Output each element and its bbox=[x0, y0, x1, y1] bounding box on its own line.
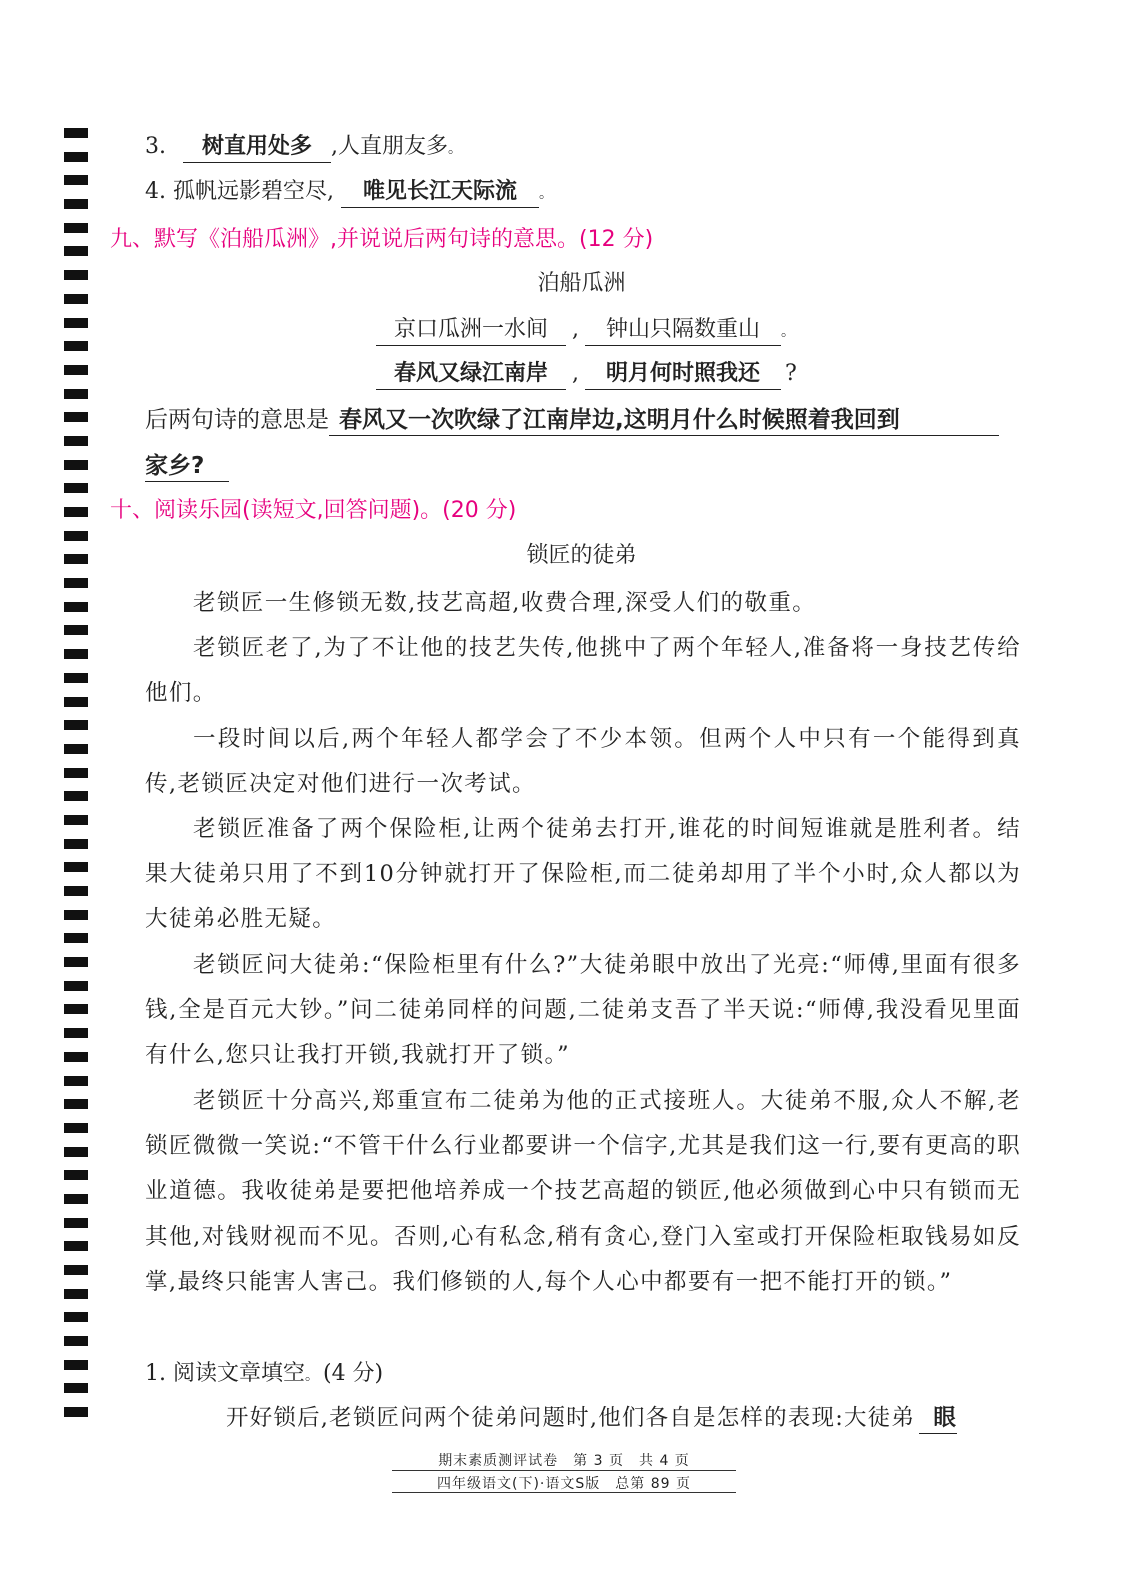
footer-line-1: 期末素质测评试卷 第 3 页 共 4 页 bbox=[438, 1453, 690, 1469]
binding-mark bbox=[64, 1312, 88, 1322]
binding-mark bbox=[64, 649, 88, 659]
binding-mark bbox=[64, 578, 88, 588]
binding-mark bbox=[64, 981, 88, 991]
binding-mark bbox=[64, 412, 88, 422]
binding-mark bbox=[64, 886, 88, 896]
q10-1-points: (4 分) bbox=[322, 1361, 384, 1386]
poem-title: 泊船瓜洲 bbox=[537, 271, 626, 296]
binding-mark bbox=[64, 1336, 88, 1346]
binding-mark bbox=[64, 341, 88, 351]
story-paragraph: 老锁匠一生修锁无数,技艺高超,收费合理,深受人们的敬重。 bbox=[193, 590, 817, 616]
binding-mark bbox=[64, 1360, 88, 1370]
binding-mark bbox=[64, 697, 88, 707]
story-paragraph: 一段时间以后,两个年轻人都学会了不少本领。但两个人中只有一个能得到真传,老锁匠决定对他们进行一次考试。 bbox=[145, 726, 1021, 798]
meaning-answer-2: 家乡? bbox=[145, 451, 229, 482]
poem-line-1-comma: , bbox=[572, 317, 579, 342]
binding-mark bbox=[64, 152, 88, 162]
binding-mark bbox=[64, 483, 88, 493]
binding-mark bbox=[64, 957, 88, 967]
poem-line-1-period: 。 bbox=[781, 324, 795, 340]
binding-mark bbox=[64, 246, 88, 256]
poem-line-2 bbox=[376, 358, 797, 390]
poem-line-1b: 钟山只隔数重山 bbox=[585, 315, 781, 346]
binding-mark bbox=[64, 673, 88, 683]
poem-line-1 bbox=[376, 314, 795, 348]
binding-mark bbox=[64, 1123, 88, 1133]
binding-mark bbox=[64, 223, 88, 233]
binding-mark bbox=[64, 1407, 88, 1417]
binding-mark bbox=[64, 744, 88, 754]
q8-4-line bbox=[145, 176, 553, 210]
story-paragraph: 老锁匠十分高兴,郑重宣布二徒弟为他的正式接班人。大徒弟不服,众人不解,老锁匠微微一笑说:“不管干什么行业都要讲一个信字,尤其是我们这一行,要有更高的职业道德。我收徒弟是要把他培养成一个技艺高超的锁匠,他必须做到心中只有锁而无其他,对钱财视而不见。否则,心有私念,稍有贪心,登门入室或打开保险柜取钱易如反掌,最终只能害人害己。我们修锁的人,每个人心中都要有一把不能打开的锁。” bbox=[145, 1088, 1021, 1295]
binding-mark bbox=[64, 128, 88, 138]
section-9-heading: 九、默写《泊船瓜洲》,并说说后两句诗的意思。(12 分) bbox=[110, 227, 654, 252]
footer-divider bbox=[392, 1470, 736, 1471]
meaning-line-1 bbox=[145, 404, 999, 436]
binding-mark bbox=[64, 862, 88, 872]
q8-4-end: 。 bbox=[538, 186, 553, 202]
binding-mark bbox=[64, 436, 88, 446]
story-paragraph: 老锁匠准备了两个保险柜,让两个徒弟去打开,谁花的时间短谁就是胜利者。结果大徒弟只用了不到10分钟就打开了保险柜,而二徒弟却用了半个小时,众人都以为大徒弟必胜无疑。 bbox=[145, 816, 1021, 933]
meaning-answer-1: 春风又一次吹绿了江南岸边,这明月什么时候照着我回到 bbox=[329, 405, 999, 436]
binding-mark bbox=[64, 1076, 88, 1086]
binding-mark bbox=[64, 1289, 88, 1299]
q10-1-answer: 眼 bbox=[919, 1403, 957, 1434]
binding-mark bbox=[64, 1028, 88, 1038]
q10-1-body: 开好锁后,老锁匠问两个徒弟问题时,他们各自是怎样的表现:大徒弟 bbox=[226, 1405, 916, 1431]
binding-mark bbox=[64, 460, 88, 470]
footer-divider bbox=[392, 1492, 736, 1493]
binding-mark bbox=[64, 815, 88, 825]
binding-mark bbox=[64, 1170, 88, 1180]
binding-mark bbox=[64, 1241, 88, 1251]
q10-1-text: 1. 阅读文章填空 bbox=[145, 1361, 305, 1386]
binding-mark bbox=[64, 910, 88, 920]
binding-mark bbox=[64, 791, 88, 801]
binding-mark bbox=[64, 199, 88, 209]
binding-mark bbox=[64, 1218, 88, 1228]
story-title: 锁匠的徒弟 bbox=[526, 543, 637, 568]
binding-mark bbox=[64, 1099, 88, 1109]
meaning-prompt: 后两句诗的意思是 bbox=[145, 407, 329, 433]
meaning-line-2 bbox=[145, 450, 229, 482]
binding-marks bbox=[64, 128, 88, 1431]
binding-mark bbox=[64, 933, 88, 943]
binding-mark bbox=[64, 1147, 88, 1157]
binding-mark bbox=[64, 1265, 88, 1275]
q8-3-rest: ,人直朋友多 bbox=[331, 134, 448, 159]
poem-line-2b: 明月何时照我还 bbox=[585, 359, 781, 390]
q8-3-answer: 树直用处多 bbox=[183, 132, 331, 163]
binding-mark bbox=[64, 507, 88, 517]
q10-1-line bbox=[145, 1358, 383, 1392]
q10-1-end: 。 bbox=[304, 1368, 319, 1384]
binding-mark bbox=[64, 768, 88, 778]
story-paragraph: 老锁匠老了,为了不让他的技艺失传,他挑中了两个年轻人,准备将一身技艺传给他们。 bbox=[145, 635, 1021, 707]
binding-mark bbox=[64, 720, 88, 730]
binding-mark bbox=[64, 839, 88, 849]
poem-line-1a: 京口瓜洲一水间 bbox=[376, 315, 566, 346]
section-10-heading: 十、阅读乐园(读短文,回答问题)。(20 分) bbox=[110, 498, 517, 523]
poem-line-2-comma: , bbox=[572, 361, 579, 386]
q10-1-body-line bbox=[226, 1402, 957, 1434]
binding-mark bbox=[64, 365, 88, 375]
q8-3-end: 。 bbox=[448, 141, 462, 157]
binding-mark bbox=[64, 602, 88, 612]
binding-mark bbox=[64, 1052, 88, 1062]
q8-4-text: 4. 孤帆远影碧空尽, bbox=[145, 179, 334, 204]
binding-mark bbox=[64, 1004, 88, 1014]
poem-line-2a: 春风又绿江南岸 bbox=[376, 359, 566, 390]
q8-3-line bbox=[145, 131, 462, 165]
binding-mark bbox=[64, 625, 88, 635]
q8-4-answer: 唯见长江天际流 bbox=[341, 177, 539, 208]
footer-line-2: 四年级语文(下)·语文S版 总第 89 页 bbox=[437, 1476, 691, 1492]
binding-mark bbox=[64, 318, 88, 328]
story-paragraph: 老锁匠问大徒弟:“保险柜里有什么?”大徒弟眼中放出了光亮:“师傅,里面有很多钱,全是百元大钞。”问二徒弟同样的问题,二徒弟支吾了半天说:“师傅,我没看见里面有什么,您只让我打开锁,我就打开了锁。” bbox=[145, 952, 1021, 1069]
binding-mark bbox=[64, 175, 88, 185]
q8-3-number: 3. bbox=[145, 134, 166, 159]
binding-mark bbox=[64, 1383, 88, 1393]
binding-mark bbox=[64, 389, 88, 399]
poem-line-2-question: ? bbox=[785, 361, 797, 386]
binding-mark bbox=[64, 1194, 88, 1204]
